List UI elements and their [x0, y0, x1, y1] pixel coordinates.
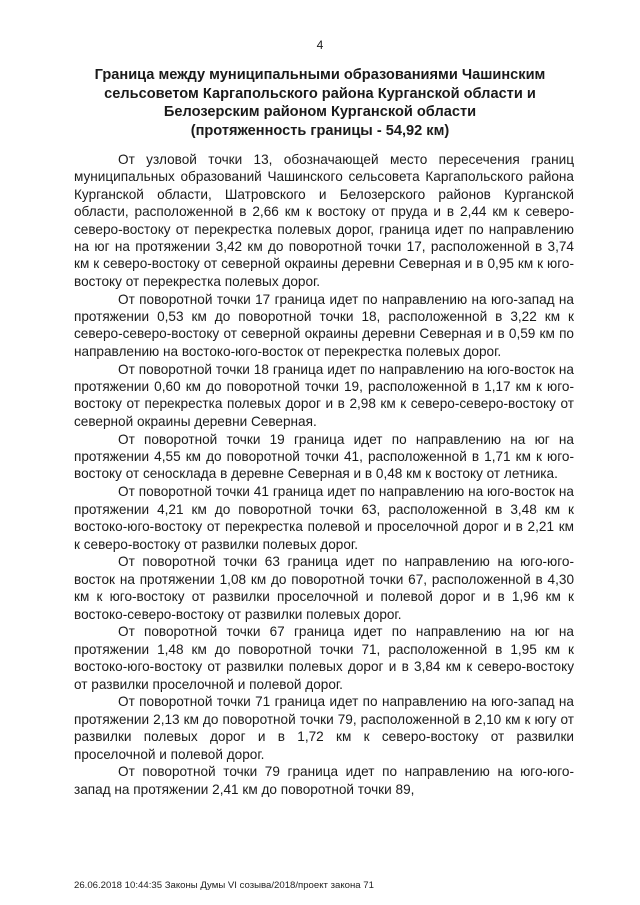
paragraph: От поворотной точки 79 граница идет по направлению на юго-юго-запад на протяжении 2,41 км до поворотной точки 89, — [74, 764, 574, 797]
title-line: Белозерским районом Курганской области — [163, 104, 477, 120]
paragraph: От поворотной точки 18 граница идет по направлению на юго-восток на протяжении 0,60 км до поворотной точки 19, расположенной в 1,17 км к юго-востоку от перекрестка полевых дорог и в 2,98 км к северо-северо-востоку от северной окраины деревни Северная. — [74, 361, 574, 429]
footer-metadata: 26.06.2018 10:44:35 Законы Думы VI созыва/2018/проект закона 71 — [74, 880, 374, 891]
title-line: сельсоветом Каргапольского района Курганской области и — [104, 85, 536, 102]
paragraph: От поворотной точки 67 граница идет по направлению на юг на протяжении 1,48 км до поворотной точки 71, расположенной в 1,95 км к востоко-юго-востоку от развилки полевых дорог и в 3,84 км к северо-востоку от развилки проселочной и полевой дорог. — [74, 624, 574, 692]
title-line: Граница между муниципальными образованиями Чашинским — [94, 67, 546, 83]
paragraph: От узловой точки 13, обозначающей место пересечения границ муниципальных образований Чашинского сельсовета Каргапольского района Курганской области, Шатровского и Белозерского районов Курганской области, расположенной в 2,66 км к востоку от пруда и в 2,44 км к северо-северо-востоку от перекрестка полевых дорог, граница идет по направлению на юг на протяжении 3,42 км до поворотной точки 17, расположенной в 3,74 км к северо-востоку от северной окраины деревни Северная и в 0,95 км к юго-востоку от перекрестка полевых дорог. — [74, 152, 574, 289]
paragraph: От поворотной точки 19 граница идет по направлению на юг на протяжении 4,55 км до поворотной точки 41, расположенной в 1,71 км к юго-востоку от сеносклада в деревне Северная и в 0,48 км к востоку от летника. — [74, 431, 574, 482]
page-number: 4 — [316, 38, 324, 52]
paragraph: От поворотной точки 71 граница идет по направлению на юго-запад на протяжении 2,13 км до поворотной точки 79, расположенной в 2,10 км к югу от развилки полевых дорог и в 1,72 км к северо-востоку от развилки проселочной и полевой дорог. — [74, 694, 574, 762]
paragraph: От поворотной точки 41 граница идет по направлению на юго-восток на протяжении 4,21 км до поворотной точки 63, расположенной в 3,48 км к востоко-юго-востоку от перекрестка полевой и проселочной дорог и в 2,21 км к северо-востоку от развилки полевых дорог. — [74, 484, 574, 552]
document-body — [74, 151, 574, 799]
document-title — [80, 66, 560, 140]
paragraph: От поворотной точки 17 граница идет по направлению на юго-запад на протяжении 0,53 км до поворотной точки 18, расположенной в 3,22 км к северо-северо-востоку от северной окраины деревни Северная и в 0,59 км по направлению на востоко-юго-восток от перекрестка полевых дорог. — [74, 291, 574, 359]
paragraph: От поворотной точки 63 граница идет по направлению на юго-юго-восток на протяжении 1,08 км до поворотной точки 67, расположенной в 4,30 км к юго-востоку от развилки проселочной и полевой дорог и в 1,96 км к востоко-северо-востоку от развилки полевых дорог. — [74, 554, 574, 622]
title-line: (протяженность границы - 54,92 км) — [190, 122, 450, 139]
